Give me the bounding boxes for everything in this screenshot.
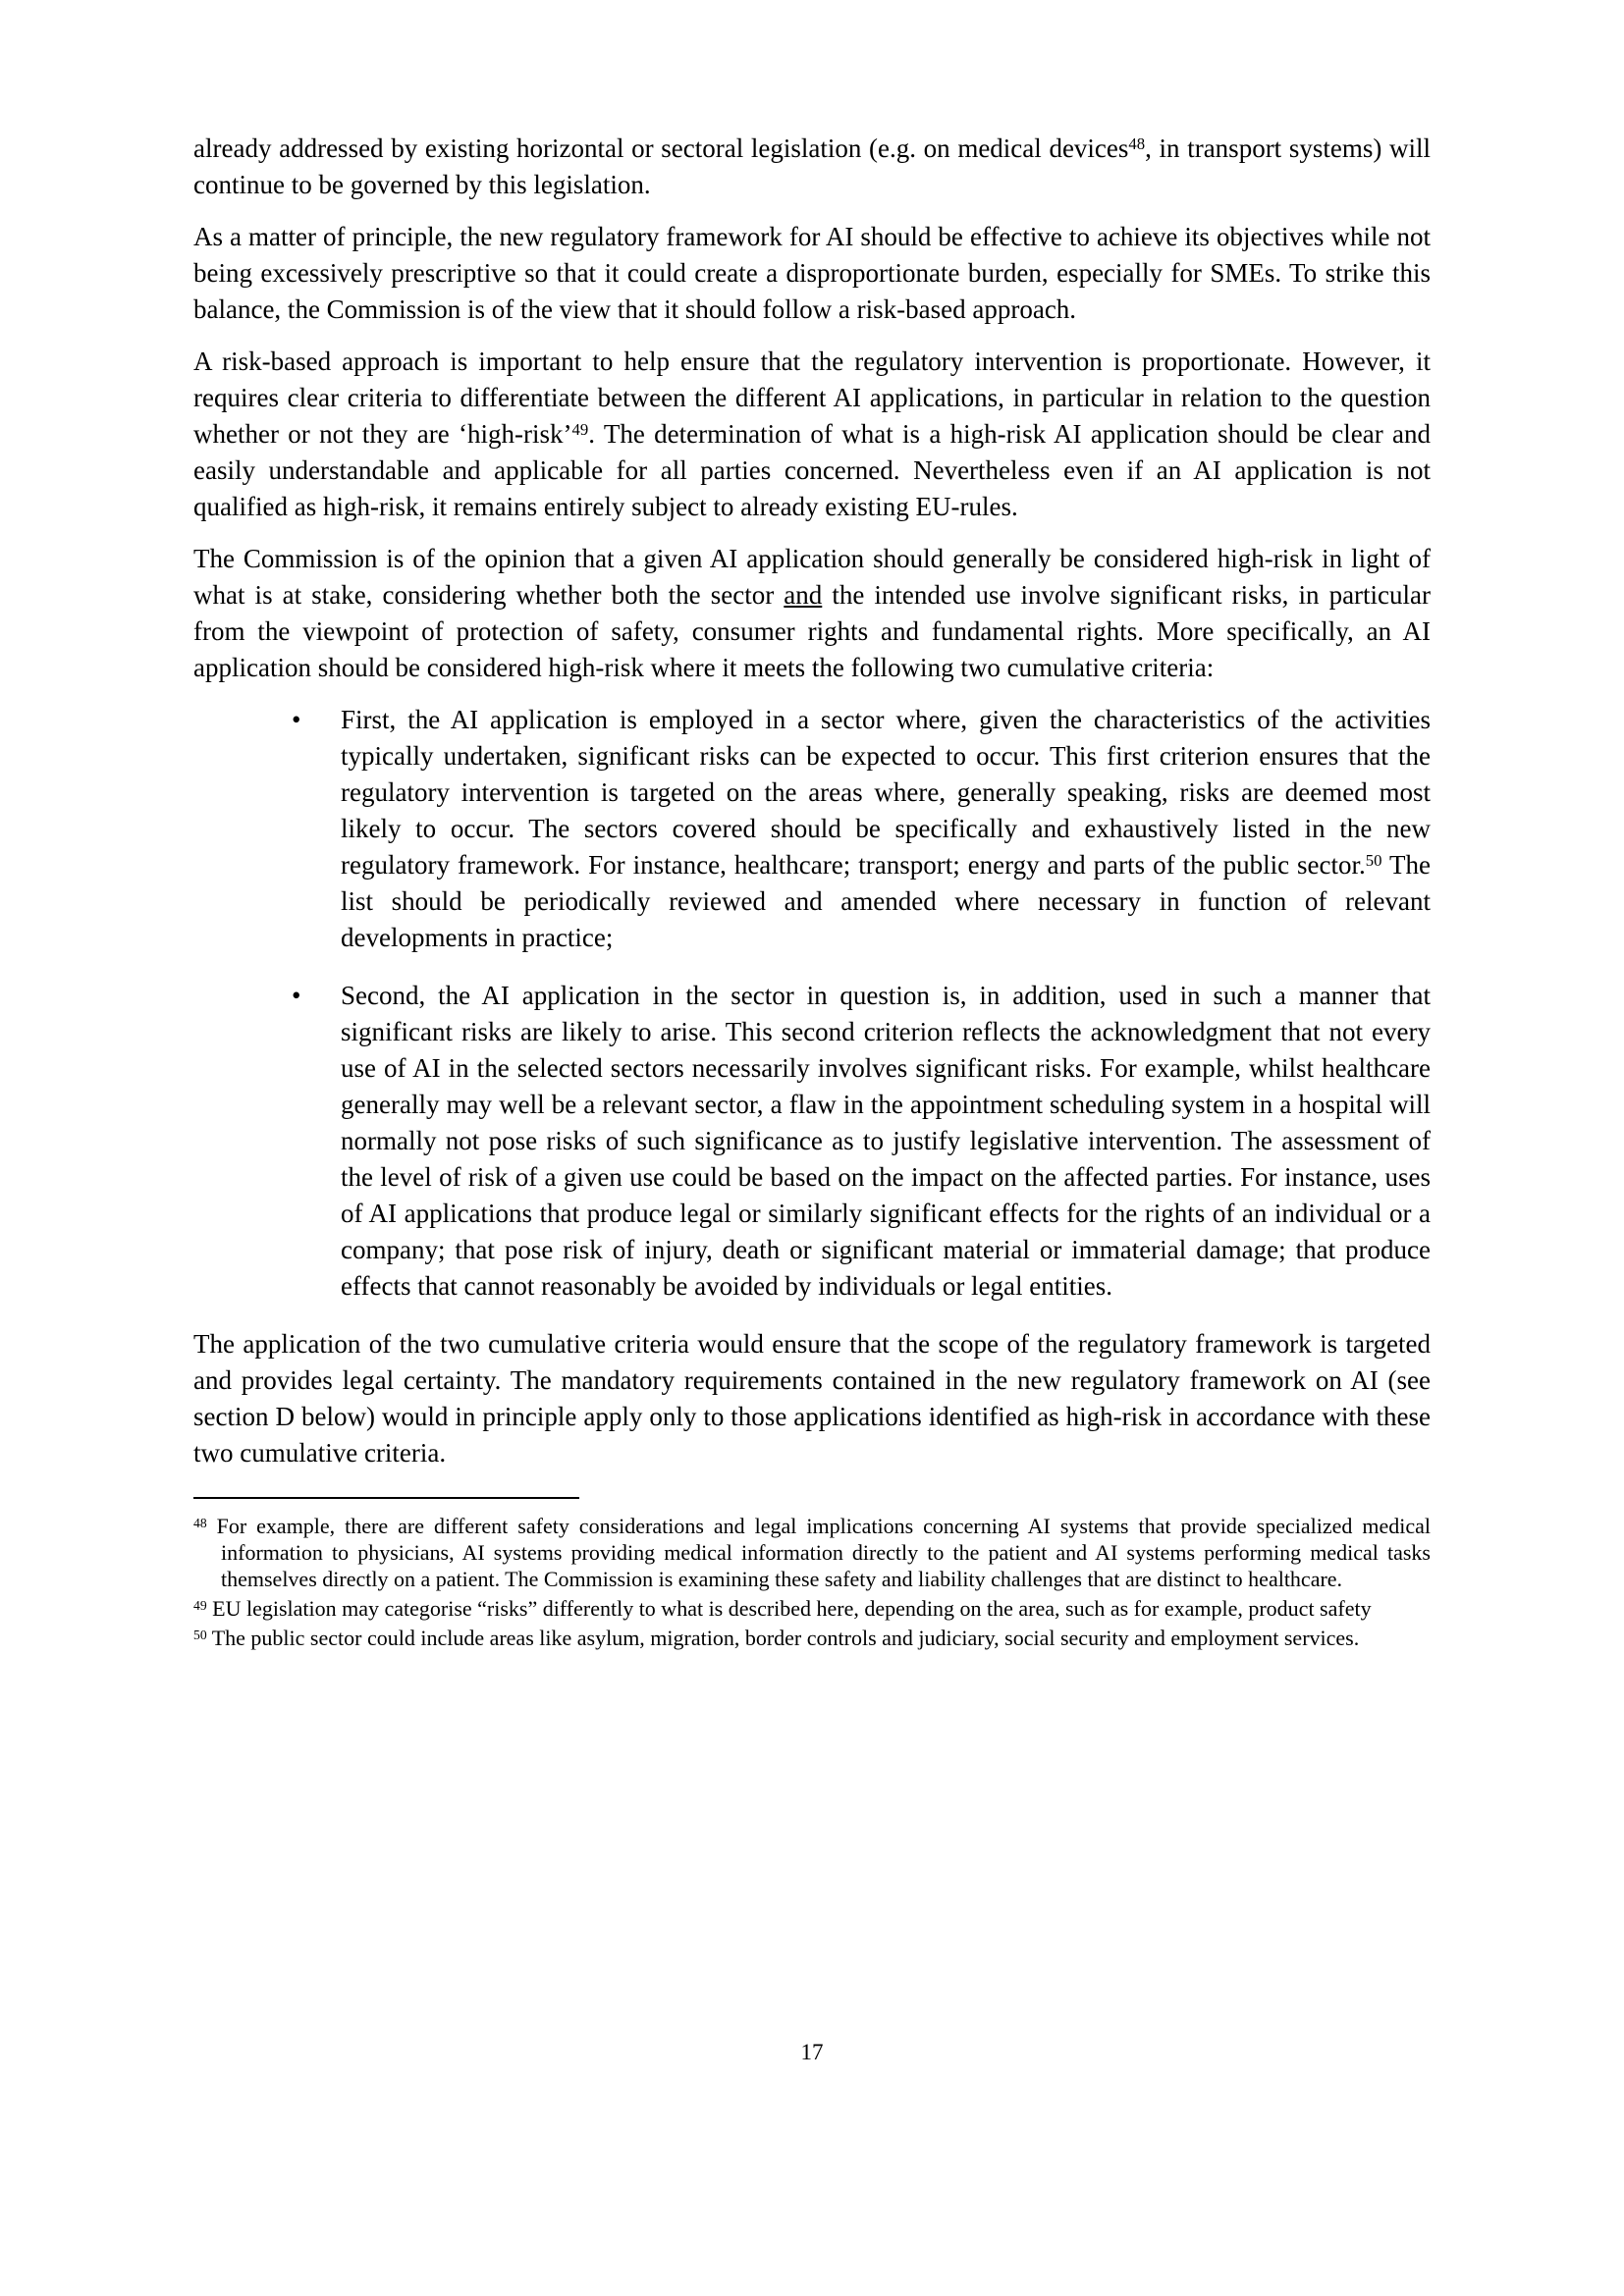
footnote-number: 48 — [193, 1515, 207, 1530]
footnote-separator — [193, 1497, 579, 1499]
footnote-number: 49 — [193, 1597, 207, 1613]
bullet-item: • First, the AI application is employed in a sector where, given the characteristics of the activities typically undertaken, significant risks can be expected to occur. This first criterion ensures that the regulatory intervention is targeted on the areas where, generally speaking, risks are deemed most likely to occur. The sectors covered should be specifically and exhaustively listed in the new regulatory framework. For instance, healthcare; transport; energy and parts of the public sector.$^{50}$ The list should be periodically reviewed and amended where necessary in function of relevant developments in practice; — [193, 702, 1431, 956]
footnote-number: 50 — [193, 1627, 207, 1642]
footnote: $^{50}$ The public sector could include areas like asylum, migration, border controls and judiciary, social security and employment services. — [193, 1626, 1360, 1650]
footnote: $^{48}$ For example, there are different safety considerations and legal implications concerning AI systems that provide specialized medical information to physicians, AI systems providing medical information directly to the patient and AI systems performing medical tasks themselves directly on a patient. The Commission is examining these safety and liability challenges that are distinct to healthcare. — [193, 1514, 1431, 1591]
page-number: 17 — [800, 2040, 824, 2064]
paragraph: A risk-based approach is important to help ensure that the regulatory intervention is proportionate. However, it requires clear criteria to differentiate between the different AI applications, in particular in relation to the question whether or not they are ‘high-risk’$^{49}$. The determination of what is a high-risk AI application should be clear and easily understandable and applicable for all parties concerned. Nevertheless even if an AI application is not qualified as high-risk, it remains entirely subject to already existing EU-rules. — [193, 347, 1431, 521]
footnotes-section — [193, 1513, 1431, 1651]
footnote-reference: 48 — [1128, 134, 1146, 154]
paragraph: already addressed by existing horizontal or sectoral legislation (e.g. on medical devices$^{48}$, in transport systems) will continue to be governed by this legislation. — [193, 133, 1431, 199]
underlined-text: and — [784, 580, 823, 610]
paragraph: As a matter of principle, the new regulatory framework for AI should be effective to achieve its objectives while not being excessively prescriptive so that it could create a disproportionate burden, especially for SMEs. To strike this balance, the Commission is of the view that it should follow a risk-based approach. — [193, 222, 1431, 324]
paragraph: The Commission is of the opinion that a given AI application should generally be considered high-risk in light of what is at stake, considering whether both the sector and the intended use involve significant risks, in particular from the viewpoint of protection of safety, consumer rights and fundamental rights. More specifically, an AI application should be considered high-risk where it meets the following two cumulative criteria: — [193, 544, 1432, 682]
footnote-reference: 50 — [1365, 851, 1382, 871]
footnote: $^{49}$ EU legislation may categorise “risks” differently to what is described here, depending on the area, such as for example, product safety — [193, 1596, 1372, 1621]
footnote-reference: 49 — [571, 420, 589, 440]
bullet-list — [193, 702, 1431, 1305]
bullet-item: • Second, the AI application in the sector in question is, in addition, used in such a manner that significant risks are likely to arise. This second criterion reflects the acknowledgment that not every use of AI in the selected sectors necessarily involves significant risks. For example, whilst healthcare generally may well be a relevant sector, a flaw in the appointment scheduling system in a hospital will normally not pose risks of such significance as to justify legislative intervention. The assessment of the level of risk of a given use could be based on the impact on the affected parties. For instance, uses of AI applications that produce legal or similarly significant effects for the rights of an individual or a company; that pose risk of injury, death or significant material or immaterial damage; that produce effects that cannot reasonably be avoided by individuals or legal entities. — [193, 978, 1431, 1305]
paragraph: The application of the two cumulative criteria would ensure that the scope of the regulatory framework is targeted and provides legal certainty. The mandatory requirements contained in the new regulatory framework on AI (see section D below) would in principle apply only to those applications identified as high-risk in accordance with these two cumulative criteria. — [193, 1329, 1431, 1468]
document-body — [193, 131, 1431, 1471]
